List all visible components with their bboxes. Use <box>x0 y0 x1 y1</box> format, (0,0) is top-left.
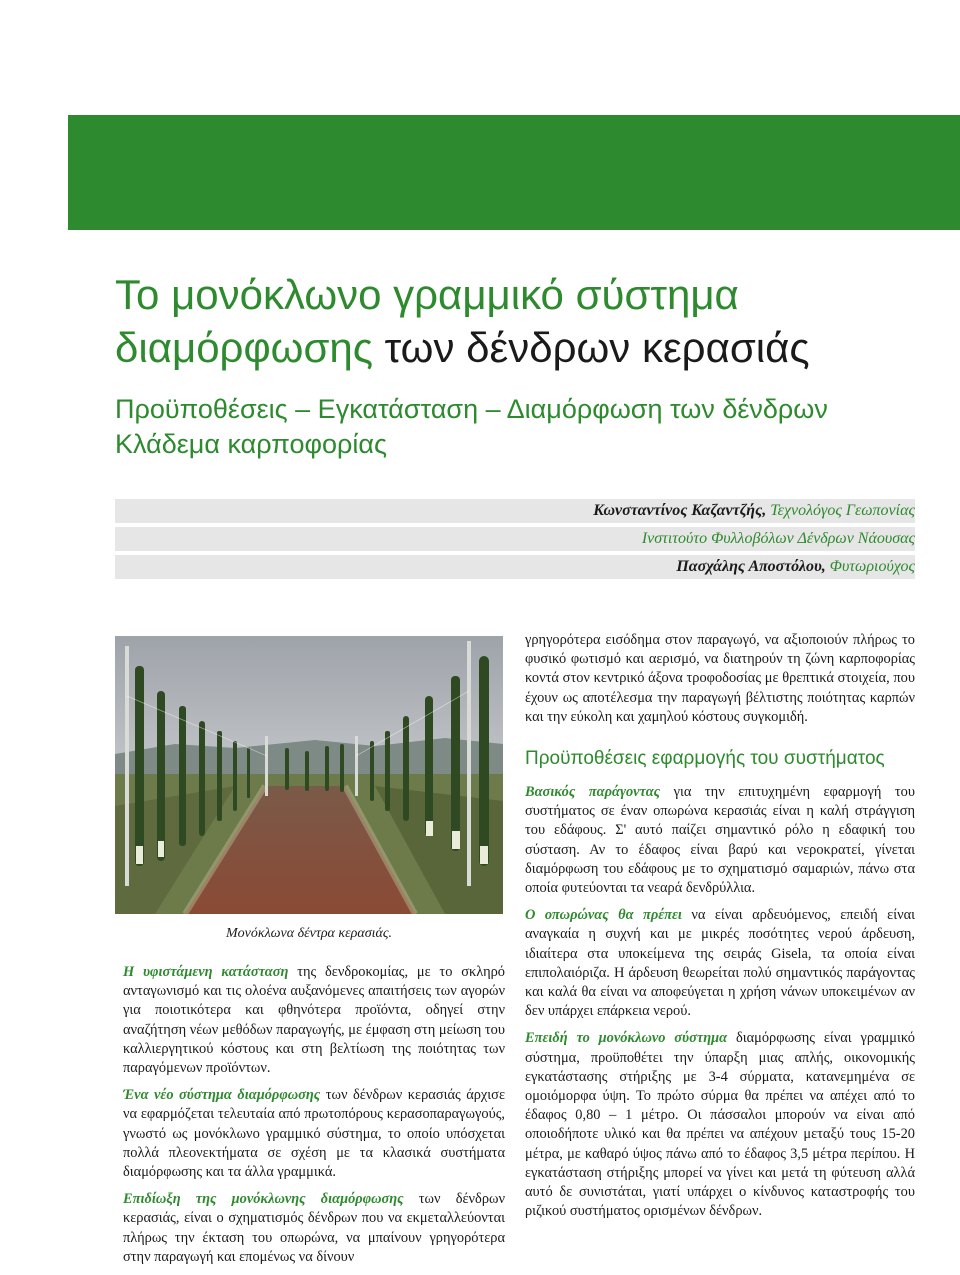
paragraph-lead: Επιδίωξη της μονόκλωνης διαμόρφωσης <box>123 1191 404 1208</box>
article-title <box>115 268 935 374</box>
header-background <box>70 0 960 115</box>
orchard-illustration <box>115 636 503 914</box>
paragraph-lead: Επειδή το μονόκλωνο σύστημα <box>525 1030 728 1047</box>
author-role: Φυτωριούχος <box>825 558 915 575</box>
author-bar-1 <box>115 499 915 523</box>
title-line-1: Το μονόκλωνο γραμμικό σύστημα <box>115 271 739 318</box>
header-white-area <box>70 0 960 115</box>
left-column <box>123 963 505 1275</box>
paragraph-lead: Βασικός παράγοντας <box>525 784 661 801</box>
paragraph-text: για την επιτυχημένη εφαρμογή του συστήματος σε έναν οπωρώνα κερασιάς είναι η καλή στράγγιση του εδάφους. Σ' αυτό παίζει σημαντικό ρόλο η εδαφική του σύσταση. Αν το έδαφος είναι βαρύ και νεροκρατεί, γίνεται διαμόρφωση του εδάφους με το σχηματισμό σαμαριών, πάνω στα οποία φυτεύονται τα νεαρά δενδρύλλια. <box>525 784 915 897</box>
author-name: Πασχάλης Αποστόλου, <box>676 558 826 575</box>
paragraph-text: των δένδρων κερασιάς, είναι ο σχηματισμός δένδρων που να εκμεταλλεύονται πλήρως την έκταση του οπωρώνα, να μπαίνουν γρηγορότερα στην παραγωγή και επομένως να δίνουν <box>123 1191 505 1265</box>
intro-paragraph: γρηγορότερα εισόδημα στον παραγωγό, να αξιοποιούν πλήρως το φυσικό φωτισμό και αερισμό, να διατηρούν τη ζώνη καρποφορίας κοντά στον κεντρικό άξονα τροφοδοσίας με θρεπτικά στοιχεία, που έχουν ως αποτέλεσμα την παραγωγή βέλτιστης ποιότητας καρπών και την εύκολη και χαμηλού κόστους συγκομιδή. <box>525 632 915 725</box>
paragraph-text: της δενδροκομίας, με το σκληρό ανταγωνισμό και τις ολοένα αυξανόμενες απαιτήσεις των αγορών για ποιοτικότερα και φθηνότερα προϊόντα, οδηγεί στην αναζήτηση νέων μεθόδων παραγωγής, με έμφαση στη μείωση του καλλιεργητικού κόστους και στη βελτίωση της ποιότητας των παραγόμενων προϊόντων. <box>123 964 505 1077</box>
author-bar-2 <box>115 527 915 551</box>
orchard-photo <box>115 636 503 914</box>
paragraph-text: των δένδρων κερασιάς άρχισε να εφαρμόζεται τελευταία από πρωτοπόρους κερασοπαραγωγούς, γνωστό ως μονόκλωνο γραμμικό σύστημα, το οποίο υπόσχεται πολλά πλεονεκτήματα σε σχέση με τα κλασικά συστήματα διαμόρφωσης και τα άλλα γραμμικά. <box>123 1087 505 1181</box>
title-line-2-dark: των δένδρων κερασιάς <box>373 324 810 371</box>
paragraph <box>123 1190 505 1267</box>
paragraph <box>123 963 505 1078</box>
header-top <box>70 0 960 115</box>
author-role: Τεχνολόγος Γεωπονίας <box>766 502 915 519</box>
author-institute: Ινστιτούτο Φυλλοβόλων Δένδρων Νάουσας <box>641 530 915 547</box>
author-name: Κωνσταντίνος Καζαντζής, <box>593 502 767 519</box>
paragraph <box>525 783 915 898</box>
section-heading: Προϋποθέσεις εφαρμογής του συστήματος <box>525 748 885 770</box>
subtitle-line-2: Κλάδεμα καρποφορίας <box>115 429 387 459</box>
right-column <box>525 631 915 1229</box>
header-wrap <box>70 0 960 115</box>
paragraph <box>525 1029 915 1221</box>
paragraph-lead: Ο οπωρώνας θα πρέπει <box>525 907 682 924</box>
paragraph <box>525 906 915 1021</box>
paragraph <box>123 1086 505 1182</box>
subtitle-line-1: Προϋποθέσεις – Εγκατάσταση – Διαμόρφωση των δένδρων <box>115 394 828 424</box>
paragraph-text: διαμόρφωσης είναι γραμμικό σύστημα, προϋποθέτει την ύπαρξη μιας απλής, οικονομικής εγκατάστασης στήριξης με 3-4 σύρματα, κατανεμημένα σε ομοιόμορφα ύψη. Το πρώτο σύρμα θα πρέπει να απέχει από το έδαφος 0,80 – 1 μέτρο. Οι πάσσαλοι μπορούν να είναι από οποιοδήποτε υλικό και θα πρέπει να απέχουν μεταξύ τους 15-20 μέτρα, με καθαρό ύψος πάνω από το έδαφος 3,5 μέτρα περίπου. Η εγκατάσταση στήριξης μπορεί να γίνει και μετά τη φύτευση αλλά αυτό δε συνιστάται, γιατί υπάρχει ο κίνδυνος καταστροφής του ριζικού συστήματος ορισμένων δένδρων. <box>525 1030 916 1220</box>
paragraph-text: να είναι αρδευόμενος, επειδή είναι αναγκαία η συχνή και με μικρές ποσότητες νερού άρδευση, ιδιαίτερα στα υποκείμενα της σειράς Gisela, τα οποία είναι επιπολαιόριζα. Η άρδευση θεωρείται πολύ σημαντικός παράγοντας και καλά θα είναι να αποφεύγεται η χρήση νάνων υποκειμένων αν δεν υπάρχει επάρκεια νερού. <box>525 907 915 1020</box>
green-header-band <box>68 115 960 230</box>
paragraph-lead: Η υφιστάμενη κατάσταση <box>123 964 289 980</box>
author-bar-3 <box>115 555 915 579</box>
title-line-2-green: διαμόρφωσης <box>115 324 373 371</box>
paragraph-lead: Ένα νέο σύστημα διαμόρφωσης <box>123 1087 321 1104</box>
article-subtitle <box>115 392 935 462</box>
photo-caption: Μονόκλωνα δέντρα κερασιάς. <box>225 926 393 941</box>
